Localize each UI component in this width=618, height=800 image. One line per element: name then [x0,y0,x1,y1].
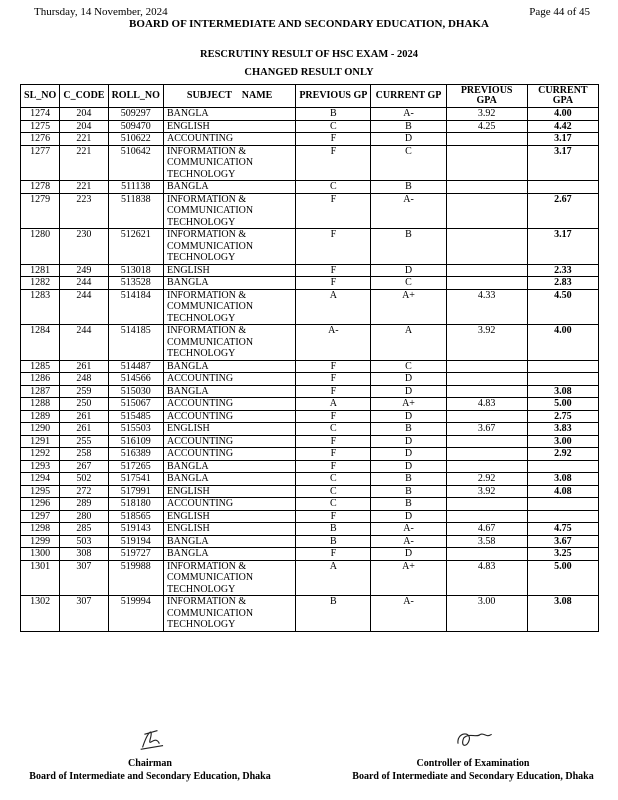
table-header-row [21,85,599,108]
cell-sl-no: 1274 [21,108,60,121]
result-title: RESCRUTINY RESULT OF HSC EXAM - 2024 [199,49,418,60]
cell-previous-gpa [446,277,527,290]
cell-subject-name: INFORMATION & COMMUNICATION TECHNOLOGY [163,596,295,632]
table-row [21,264,599,277]
cell-subject-name: ACCOUNTING [163,435,295,448]
cell-current-gpa: 4.75 [527,523,598,536]
cell-sl-no: 1291 [21,435,60,448]
cell-previous-gp: C [296,473,371,486]
cell-sl-no: 1285 [21,360,60,373]
table-row [21,473,599,486]
cell-subject-name: ENGLISH [163,485,295,498]
cell-sl-no: 1279 [21,193,60,229]
cell-subject-name: ACCOUNTING [163,373,295,386]
cell-subject-name: INFORMATION & COMMUNICATION TECHNOLOGY [163,560,295,596]
table-row [21,325,599,361]
cell-subject-name: ACCOUNTING [163,448,295,461]
cell-c-code: 308 [60,548,108,561]
table-row [21,120,599,133]
cell-previous-gpa [446,193,527,229]
cell-current-gp: B [371,229,446,265]
cell-current-gp: D [371,548,446,561]
cell-current-gp: D [371,510,446,523]
page-number: Page 44 of 45 [529,6,590,18]
table-row [21,448,599,461]
cell-roll-no: 513018 [108,264,163,277]
cell-subject-name: INFORMATION & COMMUNICATION TECHNOLOGY [163,193,295,229]
cell-current-gp: A- [371,108,446,121]
cell-current-gpa: 4.42 [527,120,598,133]
cell-previous-gpa [446,229,527,265]
cell-sl-no: 1287 [21,385,60,398]
cell-roll-no: 516389 [108,448,163,461]
cell-current-gp: A- [371,596,446,632]
cell-roll-no: 511138 [108,181,163,194]
cell-c-code: 280 [60,510,108,523]
controller-title: Controller of Examination [416,758,530,769]
table-row [21,535,599,548]
cell-roll-no: 517991 [108,485,163,498]
cell-subject-name: BANGLA [163,535,295,548]
cell-current-gpa: 3.67 [527,535,598,548]
cell-current-gpa: 4.00 [527,325,598,361]
cell-current-gp: D [371,385,446,398]
cell-current-gp: C [371,277,446,290]
cell-previous-gpa [446,498,527,511]
cell-current-gpa: 4.00 [527,108,598,121]
print-date: Thursday, 14 November, 2024 [34,6,168,18]
controller-org: Board of Intermediate and Secondary Education, Dhaka [352,771,594,782]
cell-sl-no: 1298 [21,523,60,536]
cell-current-gp: D [371,448,446,461]
chairman-title: Chairman [128,758,172,769]
cell-sl-no: 1292 [21,448,60,461]
col-header-current-gpa: CURRENT GPA [527,85,598,108]
cell-sl-no: 1283 [21,289,60,325]
cell-current-gp: A+ [371,289,446,325]
cell-previous-gp: A [296,398,371,411]
cell-c-code: 221 [60,181,108,194]
cell-previous-gpa: 3.58 [446,535,527,548]
col-header-current-gp: CURRENT GP [371,85,446,108]
cell-current-gpa [527,373,598,386]
cell-current-gpa: 3.17 [527,145,598,181]
table-row [21,485,599,498]
cell-c-code: 289 [60,498,108,511]
cell-previous-gp: C [296,485,371,498]
cell-subject-name: ACCOUNTING [163,498,295,511]
cell-previous-gp: B [296,596,371,632]
table-row [21,435,599,448]
cell-previous-gpa: 4.67 [446,523,527,536]
cell-subject-name: ENGLISH [163,523,295,536]
cell-subject-name: BANGLA [163,548,295,561]
table-row [21,596,599,632]
table-row [21,423,599,436]
cell-roll-no: 512621 [108,229,163,265]
cell-roll-no: 519727 [108,548,163,561]
table-row [21,360,599,373]
cell-c-code: 502 [60,473,108,486]
cell-current-gp: A [371,325,446,361]
cell-current-gp: D [371,410,446,423]
cell-previous-gp: F [296,410,371,423]
col-header-sl-no: SL_NO [21,85,60,108]
cell-roll-no: 516109 [108,435,163,448]
cell-current-gpa: 3.17 [527,133,598,146]
cell-c-code: 244 [60,289,108,325]
cell-c-code: 259 [60,385,108,398]
table-row [21,498,599,511]
cell-sl-no: 1293 [21,460,60,473]
cell-previous-gpa: 4.25 [446,120,527,133]
result-subtitle: CHANGED RESULT ONLY [244,67,374,78]
cell-sl-no: 1286 [21,373,60,386]
cell-subject-name: ACCOUNTING [163,398,295,411]
cell-roll-no: 509297 [108,108,163,121]
cell-subject-name: ENGLISH [163,264,295,277]
cell-roll-no: 515503 [108,423,163,436]
cell-roll-no: 510642 [108,145,163,181]
cell-sl-no: 1275 [21,120,60,133]
cell-previous-gpa [446,548,527,561]
cell-c-code: 204 [60,120,108,133]
cell-current-gp: B [371,120,446,133]
cell-previous-gp: F [296,229,371,265]
cell-c-code: 503 [60,535,108,548]
cell-previous-gp: F [296,373,371,386]
cell-current-gpa: 2.83 [527,277,598,290]
cell-c-code: 261 [60,423,108,436]
cell-previous-gpa: 3.67 [446,423,527,436]
cell-previous-gp: B [296,523,371,536]
cell-previous-gp: F [296,264,371,277]
cell-current-gp: B [371,473,446,486]
cell-c-code: 248 [60,373,108,386]
cell-current-gp: A- [371,535,446,548]
table-row [21,410,599,423]
cell-roll-no: 518565 [108,510,163,523]
chairman-signature-icon [120,725,180,753]
cell-previous-gpa [446,510,527,523]
cell-sl-no: 1290 [21,423,60,436]
cell-previous-gpa [446,435,527,448]
cell-subject-name: BANGLA [163,360,295,373]
cell-sl-no: 1289 [21,410,60,423]
cell-c-code: 230 [60,229,108,265]
cell-sl-no: 1278 [21,181,60,194]
result-table [20,84,599,632]
cell-roll-no: 515030 [108,385,163,398]
cell-previous-gp: F [296,145,371,181]
cell-current-gpa [527,510,598,523]
table-row [21,548,599,561]
cell-c-code: 221 [60,133,108,146]
cell-roll-no: 515485 [108,410,163,423]
cell-previous-gp: B [296,108,371,121]
cell-previous-gpa: 4.83 [446,398,527,411]
cell-previous-gpa: 3.92 [446,325,527,361]
cell-previous-gp: F [296,548,371,561]
cell-previous-gp: F [296,385,371,398]
cell-current-gp: D [371,460,446,473]
cell-roll-no: 514184 [108,289,163,325]
cell-roll-no: 510622 [108,133,163,146]
cell-previous-gpa [446,448,527,461]
cell-roll-no: 519988 [108,560,163,596]
cell-c-code: 261 [60,410,108,423]
cell-roll-no: 517541 [108,473,163,486]
chairman-org: Board of Intermediate and Secondary Education, Dhaka [29,771,271,782]
cell-sl-no: 1288 [21,398,60,411]
cell-previous-gp: C [296,423,371,436]
cell-previous-gpa [446,360,527,373]
cell-sl-no: 1281 [21,264,60,277]
cell-roll-no: 519143 [108,523,163,536]
cell-sl-no: 1277 [21,145,60,181]
cell-current-gpa [527,498,598,511]
cell-subject-name: INFORMATION & COMMUNICATION TECHNOLOGY [163,325,295,361]
table-row [21,398,599,411]
cell-subject-name: BANGLA [163,108,295,121]
cell-current-gp: A- [371,523,446,536]
cell-previous-gp: F [296,133,371,146]
cell-current-gpa: 5.00 [527,398,598,411]
cell-current-gp: D [371,435,446,448]
table-row [21,181,599,194]
cell-c-code: 244 [60,325,108,361]
cell-current-gpa: 3.08 [527,385,598,398]
cell-previous-gpa [446,145,527,181]
cell-current-gpa: 2.92 [527,448,598,461]
cell-previous-gp: B [296,535,371,548]
cell-current-gpa: 2.75 [527,410,598,423]
cell-subject-name: BANGLA [163,181,295,194]
table-row [21,510,599,523]
cell-previous-gpa [446,373,527,386]
cell-roll-no: 519994 [108,596,163,632]
controller-signature-block [328,725,618,782]
cell-roll-no: 514566 [108,373,163,386]
cell-previous-gp: F [296,510,371,523]
cell-subject-name: BANGLA [163,460,295,473]
cell-c-code: 307 [60,560,108,596]
cell-sl-no: 1284 [21,325,60,361]
cell-c-code: 261 [60,360,108,373]
cell-subject-name: ENGLISH [163,423,295,436]
cell-previous-gp: F [296,435,371,448]
cell-current-gpa: 3.25 [527,548,598,561]
cell-c-code: 244 [60,277,108,290]
cell-subject-name: ACCOUNTING [163,133,295,146]
cell-sl-no: 1297 [21,510,60,523]
cell-current-gp: A- [371,193,446,229]
cell-c-code: 204 [60,108,108,121]
cell-roll-no: 513528 [108,277,163,290]
cell-previous-gp: F [296,460,371,473]
cell-roll-no: 514487 [108,360,163,373]
col-header-c-code: C_CODE [60,85,108,108]
table-row [21,193,599,229]
cell-previous-gpa [446,460,527,473]
cell-current-gp: C [371,360,446,373]
cell-roll-no: 509470 [108,120,163,133]
cell-current-gp: B [371,181,446,194]
cell-previous-gp: C [296,181,371,194]
cell-sl-no: 1299 [21,535,60,548]
table-row [21,373,599,386]
cell-previous-gpa [446,385,527,398]
cell-previous-gp: F [296,277,371,290]
table-row [21,229,599,265]
board-title: BOARD OF INTERMEDIATE AND SECONDARY EDUCATION, DHAKA [129,18,489,30]
cell-current-gp: D [371,133,446,146]
cell-current-gpa: 5.00 [527,560,598,596]
cell-roll-no: 518180 [108,498,163,511]
cell-current-gp: D [371,264,446,277]
cell-current-gpa: 2.67 [527,193,598,229]
cell-sl-no: 1300 [21,548,60,561]
cell-subject-name: INFORMATION & COMMUNICATION TECHNOLOGY [163,229,295,265]
cell-current-gpa: 3.00 [527,435,598,448]
cell-c-code: 250 [60,398,108,411]
cell-current-gpa: 2.33 [527,264,598,277]
cell-subject-name: ACCOUNTING [163,410,295,423]
cell-sl-no: 1301 [21,560,60,596]
cell-sl-no: 1282 [21,277,60,290]
cell-current-gpa [527,460,598,473]
cell-roll-no: 519194 [108,535,163,548]
cell-subject-name: INFORMATION & COMMUNICATION TECHNOLOGY [163,145,295,181]
table-row [21,133,599,146]
cell-previous-gp: C [296,120,371,133]
cell-current-gp: C [371,145,446,181]
table-row [21,460,599,473]
cell-roll-no: 514185 [108,325,163,361]
cell-previous-gpa: 3.92 [446,485,527,498]
cell-c-code: 223 [60,193,108,229]
cell-sl-no: 1280 [21,229,60,265]
table-row [21,385,599,398]
cell-previous-gp: F [296,448,371,461]
cell-current-gpa: 3.83 [527,423,598,436]
cell-previous-gp: A- [296,325,371,361]
cell-previous-gpa [446,410,527,423]
cell-subject-name: BANGLA [163,473,295,486]
table-row [21,523,599,536]
controller-signature-icon [443,725,503,753]
cell-c-code: 307 [60,596,108,632]
table-row [21,145,599,181]
cell-current-gp: A+ [371,560,446,596]
cell-current-gp: B [371,498,446,511]
table-row [21,560,599,596]
table-row [21,277,599,290]
col-header-previous-gp: PREVIOUS GP [296,85,371,108]
cell-c-code: 249 [60,264,108,277]
cell-previous-gp: F [296,193,371,229]
cell-current-gp: B [371,423,446,436]
cell-roll-no: 511838 [108,193,163,229]
cell-previous-gp: A [296,560,371,596]
cell-sl-no: 1302 [21,596,60,632]
cell-current-gpa [527,181,598,194]
cell-previous-gpa: 4.33 [446,289,527,325]
cell-previous-gpa: 4.83 [446,560,527,596]
cell-previous-gp: F [296,360,371,373]
cell-previous-gpa [446,264,527,277]
cell-previous-gpa [446,133,527,146]
cell-current-gpa: 3.17 [527,229,598,265]
cell-previous-gpa: 3.92 [446,108,527,121]
cell-current-gpa: 3.08 [527,596,598,632]
cell-roll-no: 517265 [108,460,163,473]
cell-current-gpa: 4.08 [527,485,598,498]
cell-previous-gp: A [296,289,371,325]
col-header-previous-gpa: PREVIOUS GPA [446,85,527,108]
cell-previous-gp: C [296,498,371,511]
cell-c-code: 258 [60,448,108,461]
cell-current-gp: D [371,373,446,386]
cell-current-gp: A+ [371,398,446,411]
cell-previous-gpa: 3.00 [446,596,527,632]
cell-subject-name: BANGLA [163,277,295,290]
cell-subject-name: BANGLA [163,385,295,398]
cell-sl-no: 1295 [21,485,60,498]
cell-current-gpa: 4.50 [527,289,598,325]
table-row [21,289,599,325]
cell-c-code: 221 [60,145,108,181]
cell-subject-name: ENGLISH [163,120,295,133]
cell-c-code: 267 [60,460,108,473]
chairman-signature-block [0,725,300,782]
cell-sl-no: 1276 [21,133,60,146]
cell-previous-gpa [446,181,527,194]
cell-c-code: 272 [60,485,108,498]
col-header-subject-name: SUBJECT NAME [163,85,295,108]
col-header-roll-no: ROLL_NO [108,85,163,108]
table-row [21,108,599,121]
cell-c-code: 255 [60,435,108,448]
cell-current-gpa: 3.08 [527,473,598,486]
cell-sl-no: 1294 [21,473,60,486]
cell-subject-name: ENGLISH [163,510,295,523]
cell-current-gp: B [371,485,446,498]
cell-subject-name: INFORMATION & COMMUNICATION TECHNOLOGY [163,289,295,325]
cell-sl-no: 1296 [21,498,60,511]
cell-roll-no: 515067 [108,398,163,411]
cell-current-gpa [527,360,598,373]
cell-previous-gpa: 2.92 [446,473,527,486]
cell-c-code: 285 [60,523,108,536]
